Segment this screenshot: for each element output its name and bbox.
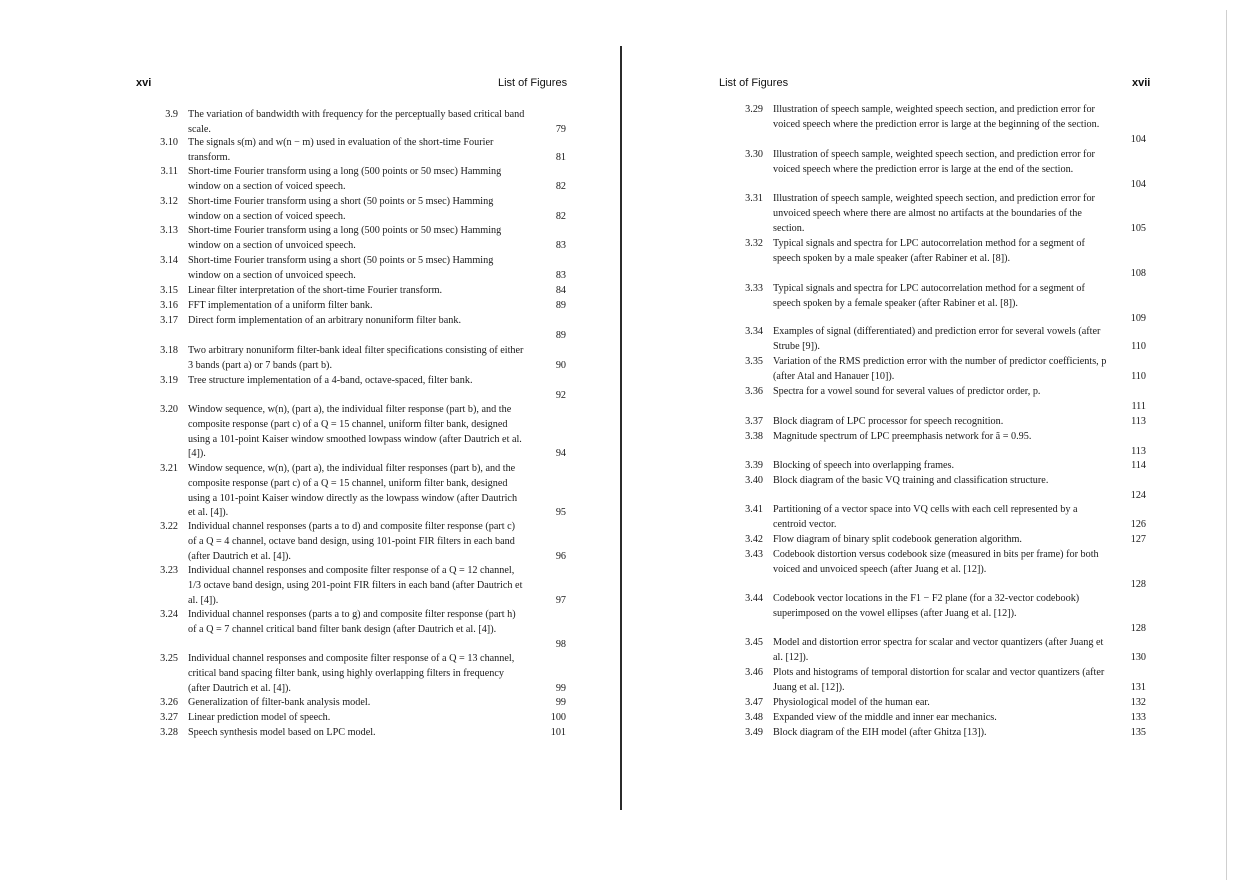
figure-page-number: 113 bbox=[1131, 416, 1146, 427]
figure-caption: Generalization of filter-bank analysis model. bbox=[188, 697, 371, 708]
figure-caption: Partitioning of a vector space into VQ cells with each cell represented by a centroid vector. bbox=[773, 504, 1078, 530]
figure-caption: Plots and histograms of temporal distortion for scalar and vector quantizers (after Juang et al. [12]). bbox=[773, 667, 1105, 693]
figure-page-number: 128 bbox=[1130, 578, 1146, 590]
figure-page-number: 110 bbox=[1131, 370, 1146, 382]
left-page bbox=[0, 0, 622, 892]
figure-page-number: 79 bbox=[555, 123, 566, 135]
figure-caption: Illustration of speech sample, weighted speech section, and prediction error for voiced speech where the prediction error is large at the end of the section. bbox=[773, 149, 1095, 175]
figure-page-number: 96 bbox=[555, 550, 566, 562]
figure-caption: Expanded view of the middle and inner ear mechanics. bbox=[773, 712, 997, 723]
figure-number: 3.40 bbox=[745, 475, 763, 486]
figure-number: 3.16 bbox=[160, 300, 178, 311]
figure-caption: Short-time Fourier transform using a long (500 points or 50 msec) Hamming window on a section of voiced speech. bbox=[188, 166, 502, 192]
figure-number: 3.34 bbox=[745, 326, 763, 337]
figure-page-number: 99 bbox=[555, 682, 566, 694]
figure-number: 3.31 bbox=[745, 193, 763, 204]
figure-caption: Typical signals and spectra for LPC autocorrelation method for a segment of speech spoken by a female speaker (after Rabiner et al. [8]). bbox=[773, 283, 1085, 309]
figure-number: 3.10 bbox=[160, 137, 178, 148]
figure-page-number: 114 bbox=[1131, 460, 1146, 471]
figure-number: 3.43 bbox=[745, 549, 763, 560]
figure-page-number: 97 bbox=[555, 594, 566, 606]
figure-number: 3.41 bbox=[745, 504, 763, 515]
figure-caption: Typical signals and spectra for LPC autocorrelation method for a segment of speech spoken by a male speaker (after Rabiner et al. [8]). bbox=[773, 238, 1085, 264]
figure-page-number: 83 bbox=[555, 269, 566, 281]
figure-page-number: 99 bbox=[555, 697, 566, 708]
figure-caption: Window sequence, w(n), (part a), the individual filter response (part b), and the composite response (part c) of a Q = 15 channel, uniform filter bank, designed using a 101-point Kaiser window smoothed lowpass window (after Dautrich et al. [4]). bbox=[188, 404, 522, 460]
figure-number: 3.27 bbox=[160, 712, 178, 723]
figure-page-number: 81 bbox=[555, 151, 566, 163]
figure-caption: Block diagram of LPC processor for speech recognition. bbox=[773, 416, 1004, 427]
figure-caption: The variation of bandwidth with frequency for the perceptually based critical band scale. bbox=[188, 109, 525, 135]
figure-caption: Individual channel responses (parts a to g) and composite filter response (part h) of a Q = 7 channel critical band filter bank design (after Dautrich et al. [4]). bbox=[188, 609, 516, 635]
figure-number: 3.21 bbox=[160, 463, 178, 474]
figure-number: 3.19 bbox=[160, 375, 178, 386]
figure-number: 3.22 bbox=[160, 521, 178, 532]
figure-caption: Two arbitrary nonuniform filter-bank ideal filter specifications consisting of either 3 bands (part a) or 7 bands (part b). bbox=[188, 345, 524, 371]
figure-caption: Speech synthesis model based on LPC model. bbox=[188, 727, 376, 738]
figure-number: 3.26 bbox=[160, 697, 178, 708]
figure-page-number: 130 bbox=[1130, 651, 1146, 663]
figure-page-number: 82 bbox=[555, 210, 566, 222]
figure-number: 3.18 bbox=[160, 345, 178, 356]
figure-number: 3.15 bbox=[160, 285, 178, 296]
figure-page-number: 92 bbox=[555, 389, 566, 401]
right-page bbox=[622, 0, 1251, 892]
figure-number: 3.42 bbox=[745, 534, 763, 545]
figure-page-number: 82 bbox=[555, 180, 566, 192]
figure-page-number: 128 bbox=[1130, 622, 1146, 634]
figure-number: 3.23 bbox=[160, 565, 178, 576]
figure-list bbox=[0, 0, 622, 892]
figure-caption: Magnitude spectrum of LPC preemphasis network for ã = 0.95. bbox=[773, 431, 1032, 442]
figure-caption: Window sequence, w(n), (part a), the individual filter responses (part b), and the composite response (part c) of a Q = 15 channel, uniform filter bank, designed using a 101-point Kaiser window directly as the lowpass window (after Dautrich et al. [4]). bbox=[188, 463, 518, 519]
figure-number: 3.20 bbox=[160, 404, 178, 415]
figure-caption: FFT implementation of a uniform filter bank. bbox=[188, 300, 373, 311]
figure-caption: Individual channel responses and composite filter response of a Q = 12 channel, 1/3 octave band design, using 201-point FIR filters in each band (after Dautrich et al. [4]). bbox=[188, 565, 523, 606]
figure-page-number: 89 bbox=[555, 300, 566, 311]
figure-number: 3.29 bbox=[745, 104, 763, 115]
figure-page-number: 84 bbox=[555, 285, 566, 296]
figure-caption: Spectra for a vowel sound for several values of predictor order, p. bbox=[773, 386, 1041, 397]
figure-number: 3.9 bbox=[165, 109, 178, 120]
figure-number: 3.25 bbox=[160, 653, 178, 664]
figure-page-number: 126 bbox=[1130, 518, 1146, 530]
figure-number: 3.37 bbox=[745, 416, 763, 427]
figure-page-number: 133 bbox=[1130, 712, 1146, 723]
figure-caption: Illustration of speech sample, weighted speech section, and prediction error for unvoiced speech where there are almost no artifacts at the boundaries of the section. bbox=[773, 193, 1095, 234]
figure-page-number: 108 bbox=[1130, 267, 1146, 279]
figure-caption: Flow diagram of binary split codebook generation algorithm. bbox=[773, 534, 1022, 545]
figure-caption: Short-time Fourier transform using a short (50 points or 5 msec) Hamming window on a section of voiced speech. bbox=[188, 196, 494, 222]
figure-caption: Direct form implementation of an arbitrary nonuniform filter bank. bbox=[188, 315, 461, 326]
running-title: List of Figures bbox=[498, 77, 568, 89]
figure-page-number: 131 bbox=[1130, 681, 1146, 693]
figure-number: 3.33 bbox=[745, 283, 763, 294]
figure-page-number: 132 bbox=[1130, 697, 1146, 708]
figure-page-number: 83 bbox=[555, 239, 566, 251]
figure-caption: Linear filter interpretation of the short-time Fourier transform. bbox=[188, 285, 443, 296]
figure-number: 3.36 bbox=[745, 386, 763, 397]
figure-caption: Individual channel responses (parts a to d) and composite filter response (part c) of a Q = 4 channel, octave band design, using 101-point FIR filters in each band (after Dautrich et al. [4]). bbox=[188, 521, 516, 562]
figure-page-number: 104 bbox=[1130, 133, 1146, 145]
figure-number: 3.45 bbox=[745, 637, 763, 648]
figure-page-number: 111 bbox=[1131, 400, 1146, 412]
figure-number: 3.28 bbox=[160, 727, 178, 738]
figure-page-number: 94 bbox=[555, 448, 566, 460]
figure-page-number: 109 bbox=[1130, 312, 1146, 324]
figure-number: 3.47 bbox=[745, 697, 763, 708]
figure-number: 3.35 bbox=[745, 356, 763, 367]
figure-caption: Block diagram of the EIH model (after Ghitza [13]). bbox=[773, 727, 987, 738]
figure-number: 3.44 bbox=[745, 593, 763, 604]
page-number: xvi bbox=[136, 77, 152, 89]
figure-caption: Blocking of speech into overlapping frames. bbox=[773, 460, 955, 471]
figure-page-number: 104 bbox=[1130, 178, 1146, 190]
figure-page-number: 100 bbox=[550, 712, 566, 723]
figure-page-number: 113 bbox=[1131, 445, 1146, 457]
figure-number: 3.39 bbox=[745, 460, 763, 471]
page-number: xvii bbox=[1132, 77, 1151, 89]
figure-page-number: 101 bbox=[550, 727, 566, 738]
figure-number: 3.49 bbox=[745, 727, 763, 738]
figure-number: 3.48 bbox=[745, 712, 763, 723]
figure-page-number: 90 bbox=[555, 359, 566, 371]
figure-page-number: 95 bbox=[555, 507, 566, 519]
figure-page-number: 105 bbox=[1130, 222, 1146, 234]
figure-caption: Variation of the RMS prediction error with the number of predictor coefficients, p (after Atal and Hanauer [10]). bbox=[773, 356, 1107, 382]
figure-number: 3.12 bbox=[160, 196, 178, 207]
figure-caption: Tree structure implementation of a 4-band, octave-spaced, filter bank. bbox=[188, 375, 473, 386]
figure-caption: Short-time Fourier transform using a long (500 points or 50 msec) Hamming window on a section of unvoiced speech. bbox=[188, 225, 502, 251]
figure-caption: The signals s(m) and w(n − m) used in evaluation of the short-time Fourier transform. bbox=[188, 137, 494, 163]
figure-page-number: 98 bbox=[555, 638, 566, 650]
figure-number: 3.13 bbox=[160, 225, 178, 236]
figure-caption: Physiological model of the human ear. bbox=[773, 697, 930, 708]
figure-caption: Model and distortion error spectra for scalar and vector quantizers (after Juang et al. [12]). bbox=[773, 637, 1104, 663]
figure-number: 3.17 bbox=[160, 315, 178, 326]
figure-page-number: 124 bbox=[1130, 489, 1146, 501]
figure-number: 3.14 bbox=[160, 255, 178, 266]
figure-caption: Short-time Fourier transform using a short (50 points or 5 msec) Hamming window on a section of unvoiced speech. bbox=[188, 255, 494, 281]
figure-page-number: 110 bbox=[1131, 340, 1146, 352]
running-title: List of Figures bbox=[719, 77, 789, 89]
figure-caption: Individual channel responses and composite filter response of a Q = 13 channel, critical band spacing filter bank, using highly overlapping filters in frequency (after Dautrich et al. [4]). bbox=[188, 653, 515, 694]
figure-page-number: 135 bbox=[1130, 727, 1146, 738]
figure-number: 3.24 bbox=[160, 609, 178, 620]
figure-number: 3.32 bbox=[745, 238, 763, 249]
figure-caption: Examples of signal (differentiated) and prediction error for several vowels (after Strube [9]). bbox=[773, 326, 1101, 352]
figure-number: 3.38 bbox=[745, 431, 763, 442]
figure-number: 3.30 bbox=[745, 149, 763, 160]
figure-page-number: 127 bbox=[1130, 534, 1146, 545]
figure-caption: Block diagram of the basic VQ training and classification structure. bbox=[773, 475, 1049, 486]
figure-page-number: 89 bbox=[555, 329, 566, 341]
figure-caption: Codebook distortion versus codebook size (measured in bits per frame) for both voiced and unvoiced speech (after Juang et al. [12]). bbox=[773, 549, 1099, 575]
figure-number: 3.46 bbox=[745, 667, 763, 678]
figure-caption: Codebook vector locations in the F1 − F2 plane (for a 32-vector codebook) superimposed on the vowel ellipses (after Juang et al. [12]). bbox=[773, 593, 1080, 619]
figure-list bbox=[622, 0, 1251, 892]
figure-number: 3.11 bbox=[160, 166, 178, 177]
figure-caption: Illustration of speech sample, weighted speech section, and prediction error for voiced speech where the prediction error is large at the beginning of the section. bbox=[773, 104, 1100, 130]
figure-caption: Linear prediction model of speech. bbox=[188, 712, 331, 723]
